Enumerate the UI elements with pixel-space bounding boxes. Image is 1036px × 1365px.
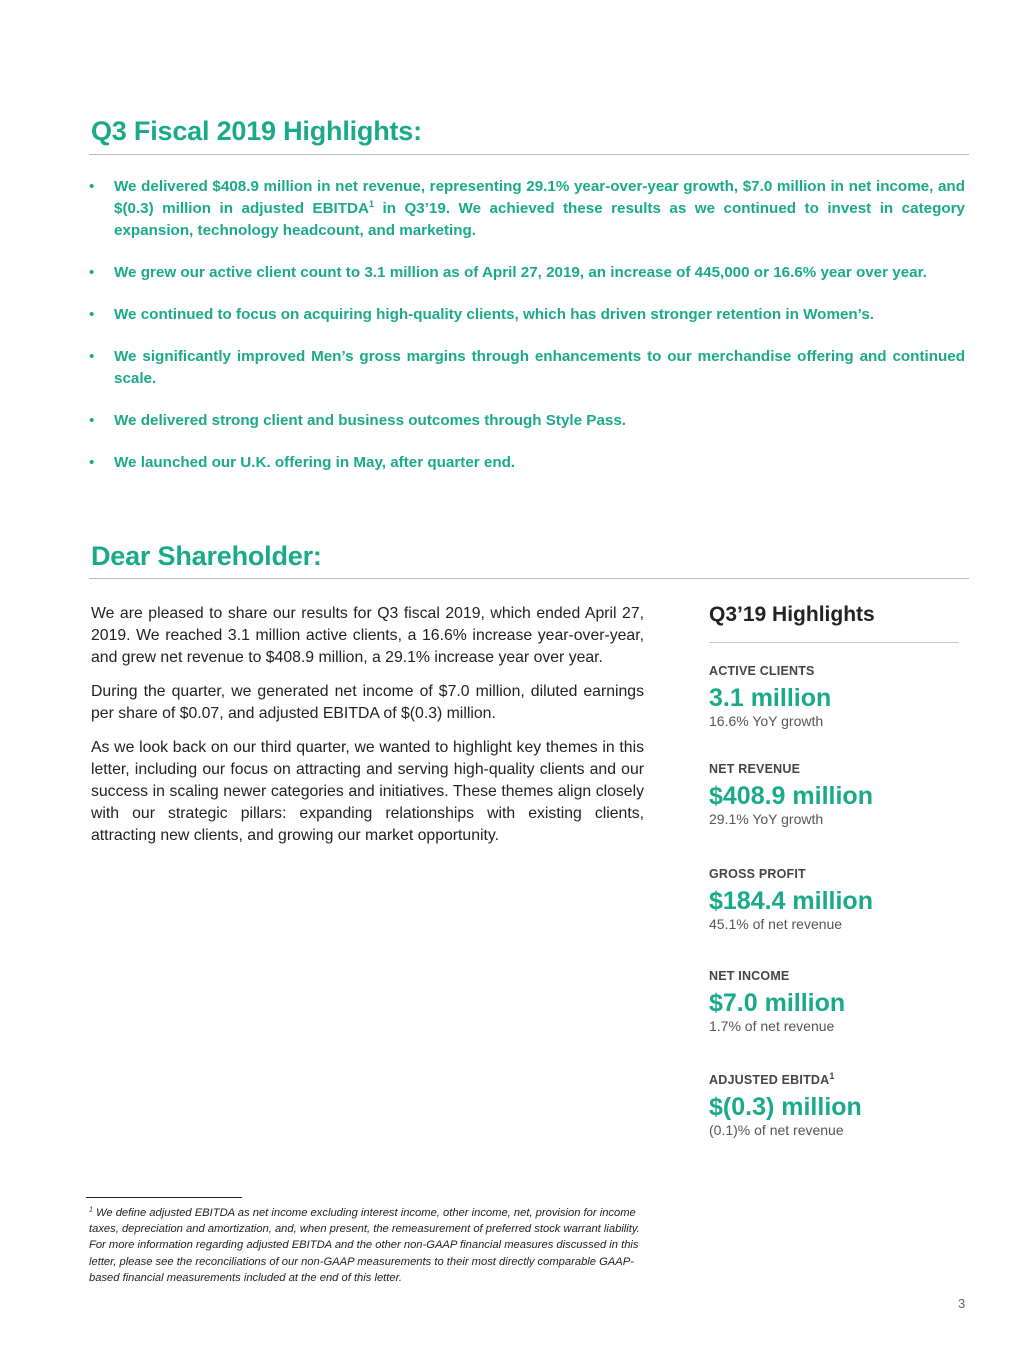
metric-sub: 1.7% of net revenue bbox=[709, 1018, 835, 1034]
letter-body bbox=[91, 603, 644, 859]
bullet-icon: • bbox=[89, 306, 95, 323]
highlight-item bbox=[89, 304, 965, 326]
highlight-text: We launched our U.K. offering in May, after quarter end. bbox=[114, 454, 516, 471]
bullet-icon: • bbox=[89, 454, 95, 471]
metric-value: $7.0 million bbox=[709, 989, 846, 1017]
footnote bbox=[89, 1205, 649, 1286]
highlight-item bbox=[89, 410, 965, 432]
footnote-ref: 1 bbox=[368, 198, 374, 209]
highlight-text-continued: in Q3’19. We achieved these results as we continued to invest in category expansion, technology headcount, and marketing. bbox=[114, 200, 965, 239]
metric-label bbox=[709, 1070, 862, 1087]
highlight-text: We continued to focus on acquiring high-quality clients, which has driven stronger retention in Women’s. bbox=[114, 306, 875, 323]
highlights-divider bbox=[89, 154, 969, 155]
letter-title: Dear Shareholder: bbox=[91, 541, 322, 571]
metric-sub: 16.6% YoY growth bbox=[709, 713, 824, 729]
metric-value: $408.9 million bbox=[709, 782, 873, 810]
footnote-divider bbox=[86, 1197, 242, 1198]
letter-paragraph: We are pleased to share our results for Q3 fiscal 2019, which ended April 27, 2019. We reached 3.1 million active clients, a 16.6% increase year-over-year, and grew net revenue to $408.9 million, a 29.1% increase year over year. bbox=[91, 605, 644, 666]
footnote-text: We define adjusted EBITDA as net income excluding interest income, other income, net, provision for income taxes, depreciation and amortization, and, when present, the remeasurement of preferred stock warrant liability. For more information regarding adjusted EBITDA and the other non-GAAP financial measures discussed in this letter, please see the reconciliations of our non-GAAP measurements to their most directly comparable GAAP-based financial measurements included at the end of this letter. bbox=[89, 1207, 640, 1284]
bullet-icon: • bbox=[89, 412, 95, 429]
letter-divider bbox=[89, 578, 969, 579]
highlight-text: We delivered strong client and business outcomes through Style Pass. bbox=[114, 412, 626, 429]
metric-value: $(0.3) million bbox=[709, 1093, 862, 1121]
metric-active-clients bbox=[709, 664, 831, 729]
metric-value: 3.1 million bbox=[709, 684, 832, 712]
highlights-title: Q3 Fiscal 2019 Highlights: bbox=[91, 116, 422, 146]
metric-sub: 45.1% of net revenue bbox=[709, 916, 843, 932]
metric-gross-profit bbox=[709, 867, 873, 932]
highlight-item bbox=[89, 452, 965, 474]
metric-net-revenue bbox=[709, 762, 873, 827]
metric-sub: (0.1)% of net revenue bbox=[709, 1122, 844, 1138]
metric-label: NET REVENUE bbox=[709, 762, 801, 776]
metric-net-income bbox=[709, 969, 845, 1034]
footnote-marker: 1 bbox=[89, 1206, 93, 1214]
bullet-icon: • bbox=[89, 264, 95, 281]
highlight-text: We grew our active client count to 3.1 million as of April 27, 2019, an increase of 445,000 or 16.6% year over year. bbox=[114, 264, 927, 281]
metric-sub: 29.1% YoY growth bbox=[709, 811, 824, 827]
letter-paragraph: During the quarter, we generated net income of $7.0 million, diluted earnings per share of $0.07, and adjusted EBITDA of $(0.3) million. bbox=[91, 683, 644, 722]
letter-paragraph: As we look back on our third quarter, we wanted to highlight key themes in this letter, including our focus on attracting and serving high-quality clients and our success in scaling newer categories and initiatives. These themes align closely with our strategic pillars: expanding relationships with existing clients, attracting new clients, and growing our market opportunity. bbox=[91, 739, 644, 844]
metric-label: ACTIVE CLIENTS bbox=[709, 664, 815, 678]
highlight-item bbox=[89, 262, 965, 284]
metric-adjusted-ebitda bbox=[709, 1070, 862, 1138]
page-number: 3 bbox=[958, 1296, 966, 1311]
highlight-item bbox=[89, 346, 965, 390]
bullet-icon: • bbox=[89, 348, 95, 365]
footnote-ref: 1 bbox=[829, 1070, 835, 1081]
highlight-text: We delivered $408.9 million in net revenue, representing 29.1% year-over-year growth, $7.0 million in net income, and $(0.3) million in adjusted EBITDA bbox=[114, 178, 965, 217]
metric-value: $184.4 million bbox=[709, 887, 873, 915]
sidebar-divider bbox=[709, 642, 959, 643]
highlight-text: We significantly improved Men’s gross margins through enhancements to our merchandise offering and continued scale. bbox=[114, 348, 965, 387]
sidebar-title: Q3’19 Highlights bbox=[709, 603, 875, 626]
metric-label-text: ADJUSTED EBITDA bbox=[709, 1073, 830, 1087]
metric-label: GROSS PROFIT bbox=[709, 867, 806, 881]
highlights-list bbox=[89, 176, 965, 494]
bullet-icon: • bbox=[89, 178, 95, 195]
highlight-item bbox=[89, 176, 965, 242]
metric-label: NET INCOME bbox=[709, 969, 790, 983]
highlights-sidebar bbox=[709, 603, 959, 1138]
